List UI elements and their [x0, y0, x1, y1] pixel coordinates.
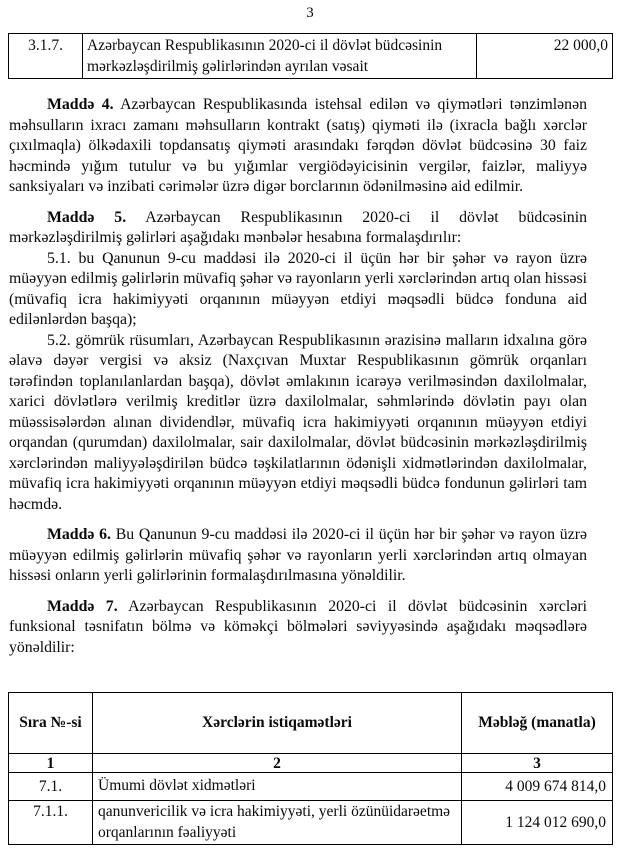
paragraph-madde-7 [9, 597, 587, 659]
table-row-7-1-1 [9, 801, 613, 845]
expenditure-table-header-row [9, 693, 613, 754]
row-7-1-1-amount-cell: 1 124 012 690,0 [462, 801, 613, 845]
madde-4-label: Maddə 4. [47, 96, 114, 113]
header-xercler-istiqametleri: Xərclərin istiqamətləri [93, 693, 462, 754]
madde-7-label: Maddə 7. [47, 597, 118, 615]
row-description-cell: Azərbaycan Respublikasının 2020-ci il dövlət büdcəsinin mərkəzləşdirilmiş gəlirlərindən ayrılan vəsait [83, 34, 477, 79]
row-number-cell: 3.1.7. [9, 34, 83, 79]
paragraph-madde-5 [9, 208, 587, 249]
column-number-1: 1 [9, 754, 93, 773]
header-sira-no: Sıra №-si [9, 693, 93, 754]
paragraph-madde-6 [9, 525, 587, 587]
madde-7-text: Azərbaycan Respublikasının 2020-ci il dövlət büdcəsinin xərcləri funksional təsnifatın bölmə və köməkçi bölmələri səviyyəsində aşağıdakı məqsədlərə yönəldilir: [9, 597, 587, 656]
row-7-1-1-description-cell: qanunvericilik və icra hakimiyyəti, yerli özünüidarəetmə orqanlarının fəaliyyəti [93, 801, 462, 845]
madde-6-label: Maddə 6. [47, 526, 111, 543]
column-number-2: 2 [93, 754, 462, 773]
header-mebleg-manatla: Məbləğ (manatla) [462, 693, 613, 754]
row-7-1-1-number-cell: 7.1.1. [9, 801, 93, 845]
paragraph-madde-4 [9, 95, 587, 198]
madde-6-text: Bu Qanunun 9-cu maddəsi ilə 2020-ci il üçün hər bir şəhər və rayon üzrə müəyyən edilmiş gəlirlərin müvafiq şəhər və rayonların yerli xərclərindən artıq olmayan hissəsi onların yerli gəlirlərinin formalaşdırılmasına yönəldilir. [9, 526, 587, 584]
row-7-1-amount-cell: 4 009 674 814,0 [462, 773, 613, 801]
revenue-allocation-table [8, 33, 613, 79]
madde-4-text: Azərbaycan Respublikasında istehsal edilən və qiymətləri tənzimlənən məhsulların ixracı zamanı məhsulların kontrakt (satış) qiyməti ilə (ixracla bağlı xərclər çıxılmaqla) ölkədaxili topdansatış qiyməti arasındakı fərqdən dövlət büdcəsinə 30 faiz həcmində yığım tutulur və bu yığımlar vergiödəyicisinin vergilər, faizlər, maliyyə sanksiyaları və inzibati cərimələr üzrə digər borclarının ödənilməsinə aid edilmir. [9, 96, 587, 195]
row-amount-cell: 22 000,0 [477, 34, 613, 79]
table-row-7-1 [9, 773, 613, 801]
madde-5-label: Maddə 5. [47, 208, 127, 226]
paragraph-clause-5-2: 5.2. gömrük rüsumları, Azərbaycan Respublikasının ərazisinə malların idxalına görə əlavə dəyər vergisi və aksiz (Naxçıvan Muxtar Respublikasının gömrük orqanları tərəfindən toplanılanlardan başqa), dövlət əmlakının icarəyə verilməsindən daxilolmalar, xarici dövlətlərə verilmiş kreditlər üzrə daxilolmalar, səhmlərində dövlətin payı olan müəssisələrdən alınan dividendlər, müvafiq icra hakimiyyəti orqanının müəyyən etdiyi orqandan (qurumdan) daxilolmalar, sair daxilolmalar, dövlət büdcəsinin mərkəzləşdirilmiş xərclərindən maliyyələşdirilən büdcə təşkilatlarının ödənişli xidmətlərindən daxilolmalar, müvafiq icra hakimiyyəti orqanının müəyyən etdiyi məqsədli büdcə fondunun gəlirləri tam həcmdə. [9, 331, 587, 513]
row-7-1-description-cell: Ümumi dövlət xidmətləri [93, 773, 462, 801]
expenditure-table [8, 692, 613, 845]
column-numbering-row [9, 754, 613, 773]
table-row [9, 34, 613, 79]
paragraph-clause-5-1: 5.1. bu Qanunun 9-cu maddəsi ilə 2020-ci il üçün hər bir şəhər və rayon üzrə müəyyən edilmiş gəlirlərin müvafiq şəhər və rayonların yerli xərclərindən artıq olan hissəsi (müvafiq icra hakimiyyəti orqanının müəyyən etdiyi məqsədli büdcə fonduna aid edilənlərdən başqa); [9, 249, 587, 328]
page-number: 3 [306, 5, 314, 21]
row-7-1-number-cell: 7.1. [9, 773, 93, 801]
document-body [9, 95, 587, 658]
madde-5-text: Azərbaycan Respublikasının 2020-ci il dövlət büdcəsinin mərkəzləşdirilmiş gəlirləri aşağıdakı mənbələr hesabına formalaşdırılır: [9, 208, 587, 246]
column-number-3: 3 [462, 754, 613, 773]
